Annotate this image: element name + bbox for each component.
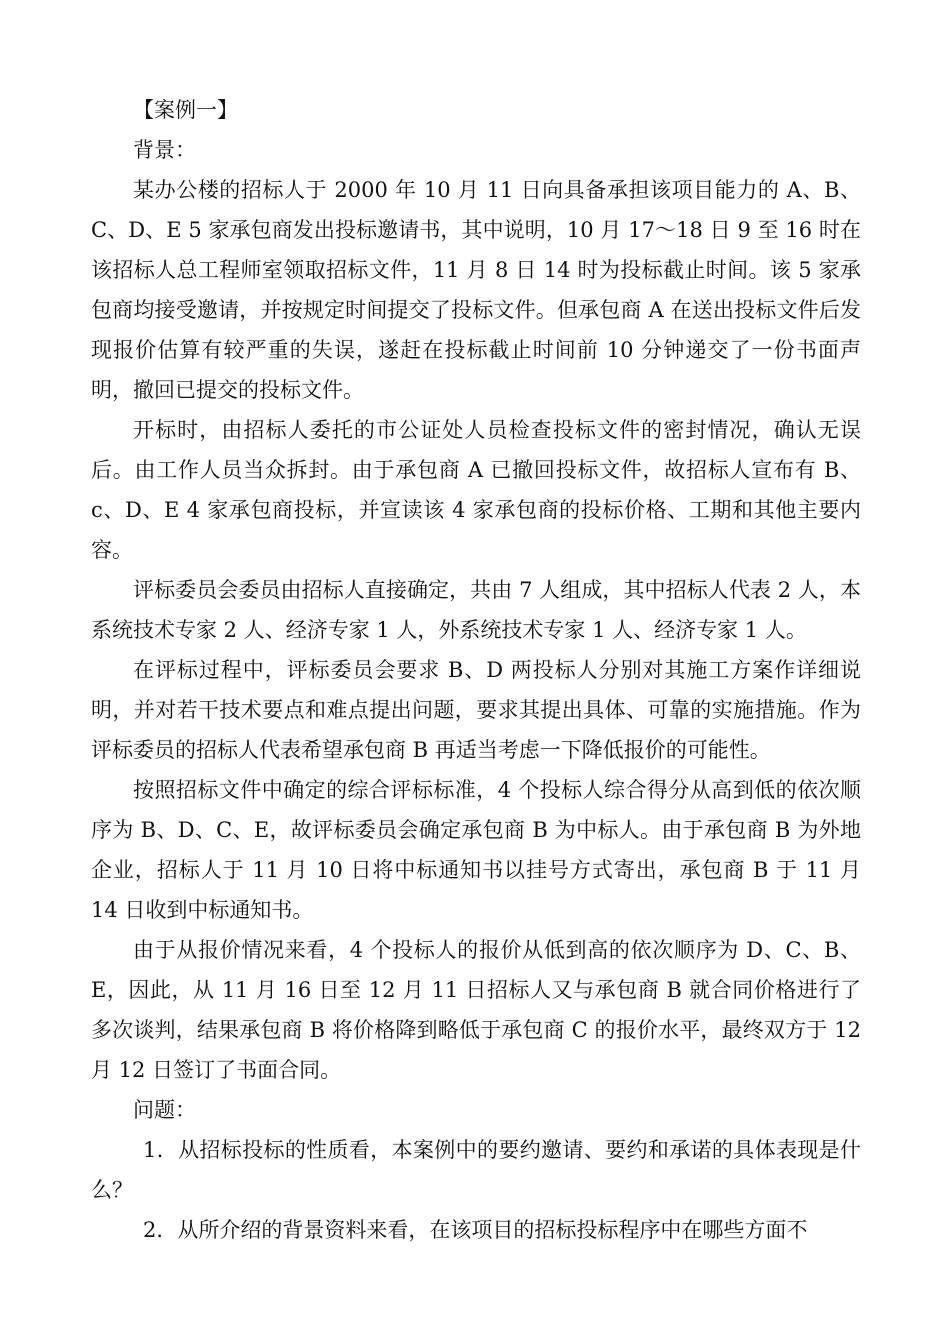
case-heading: 【案例一】 bbox=[133, 98, 238, 122]
question-item: 2．从所介绍的背景资料来看，在该项目的招标投标程序中在哪些方面不 bbox=[143, 1218, 808, 1242]
background-label: 背景： bbox=[133, 138, 196, 162]
paragraph: 某办公楼的招标人于 2000 年 10 月 11 日向具备承担该项目能力的 A、B、C、D、E 5 家承包商发出投标邀请书，其中说明，10 月 17～18 日 9 至 16 时在该招标人总工程师室领取招标文件，11 月 8 日 14 时为投标截止时间。该 5 家承包商均接受邀请，并按规定时间提交了投标文件。但承包商 A 在送出投标文件后发现报价估算有较严重的失误，遂赶在投标截止时间前 10 分钟递交了一份书面声明，撤回已提交的投标文件。 bbox=[91, 178, 861, 402]
question-item: 1．从招标投标的性质看，本案例中的要约邀请、要约和承诺的具体表现是什么？ bbox=[91, 1138, 861, 1202]
questions-label: 问题： bbox=[133, 1098, 196, 1122]
paragraph: 由于从报价情况来看，4 个投标人的报价从低到高的依次顺序为 D、C、B、E，因此，从 11 月 16 日至 12 月 11 日招标人又与承包商 B 就合同价格进行了多次谈判，结果承包商 B 将价格降到略低于承包商 C 的报价水平，最终双方于 12 月 12 日签订了书面合同。 bbox=[91, 938, 861, 1082]
paragraph: 评标委员会委员由招标人直接确定，共由 7 人组成，其中招标人代表 2 人，本系统技术专家 2 人、经济专家 1 人，外系统技术专家 1 人、经济专家 1 人。 bbox=[91, 578, 861, 642]
document-body bbox=[91, 90, 861, 1250]
paragraph: 按照招标文件中确定的综合评标标准，4 个投标人综合得分从高到低的依次顺序为 B、D、C、E，故评标委员会确定承包商 B 为中标人。由于承包商 B 为外地企业，招标人于 11 月 10 日将中标通知书以挂号方式寄出，承包商 B 于 11 月 14 日收到中标通知书。 bbox=[91, 778, 861, 922]
paragraph: 在评标过程中，评标委员会要求 B、D 两投标人分别对其施工方案作详细说明，并对若干技术要点和难点提出问题，要求其提出具体、可靠的实施措施。作为评标委员的招标人代表希望承包商 B 再适当考虑一下降低报价的可能性。 bbox=[91, 658, 861, 762]
paragraph: 开标时，由招标人委托的市公证处人员检查投标文件的密封情况，确认无误后。由工作人员当众拆封。由于承包商 A 已撤回投标文件，故招标人宣布有 B、c、D、E 4 家承包商投标，并宣读该 4 家承包商的投标价格、工期和其他主要内容。 bbox=[91, 418, 861, 562]
